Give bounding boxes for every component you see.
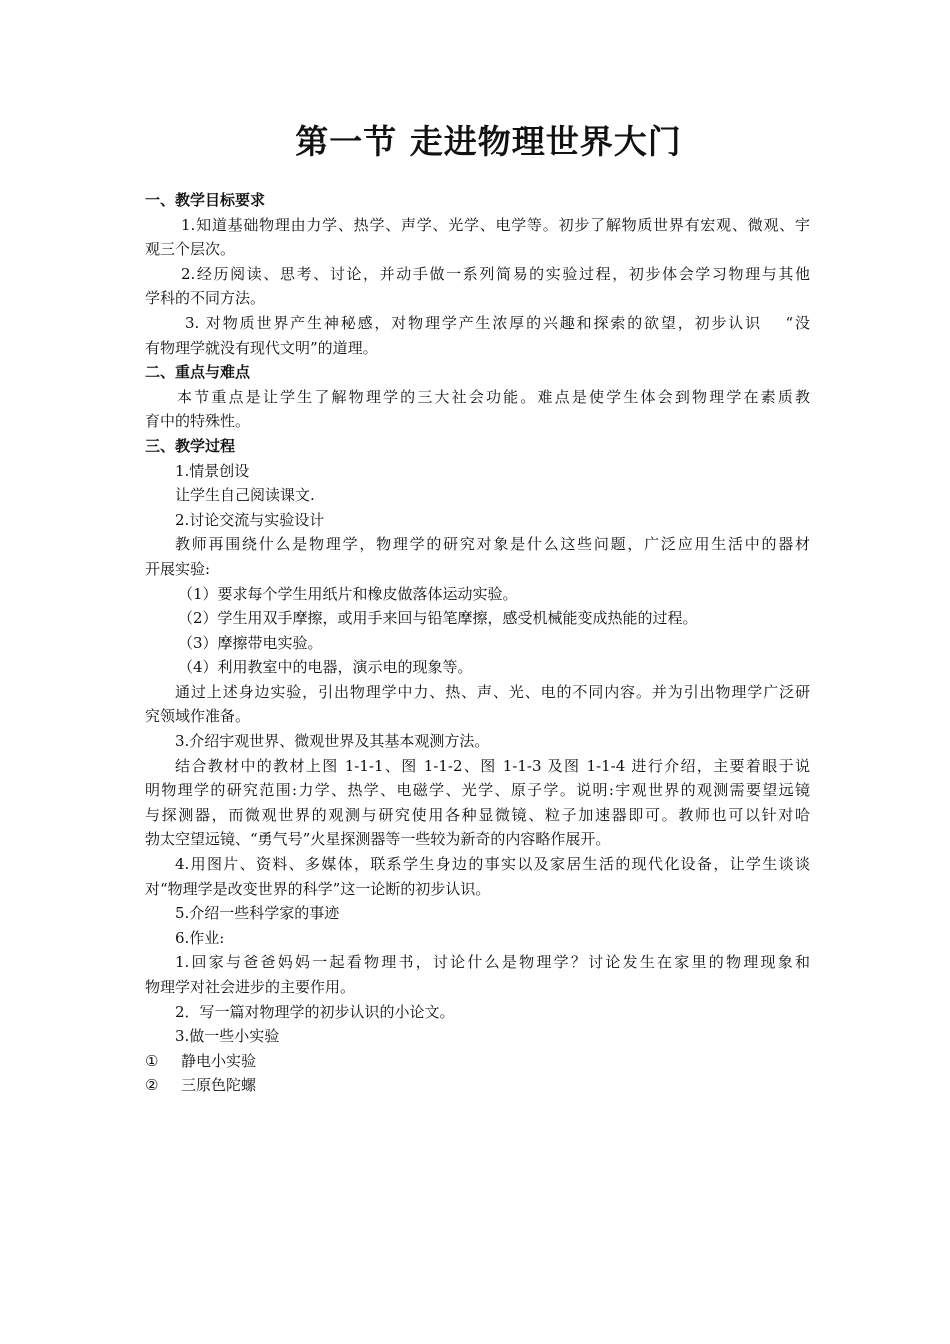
circled-number-marker: ① xyxy=(145,1051,159,1070)
document-page xyxy=(145,118,810,1098)
paragraph-line: 2.讨论交流与实验设计 xyxy=(175,510,325,529)
paragraph-line: 学科的不同方法。 xyxy=(145,289,266,308)
circled-list-item xyxy=(145,1073,810,1098)
page-title: 第一节 走进物理世界大门 xyxy=(295,122,682,161)
section-heading-process: 三、教学过程 xyxy=(145,436,236,455)
section-heading-objectives: 一、教学目标要求 xyxy=(145,191,266,209)
circled-list-item-text: 三原色陀螺 xyxy=(181,1076,257,1095)
list-item: （1）要求每个学生用纸片和橡皮做落体运动实验。 xyxy=(178,584,518,603)
paragraph-line: 6.作业: xyxy=(175,928,225,947)
paragraph-line: 本节重点是让学生了解物理学的三大社会功能。难点是使学生体会到物理学在素质教 xyxy=(177,387,810,406)
paragraph-line: 2．写一篇对物理学的初步认识的小论文。 xyxy=(175,1002,455,1021)
paragraph-line: 2.经历阅读、思考、讨论，并动手做一系列简易的实验过程，初步体会学习物理与其他 xyxy=(181,264,810,283)
paragraph-line: 有物理学就没有现代文明”的道理。 xyxy=(145,338,378,357)
paragraph-line: 3.介绍宇观世界、微观世界及其基本观测方法。 xyxy=(175,732,490,751)
paragraph-line: 开展实验: xyxy=(145,559,211,578)
list-item: （4）利用教室中的电器，演示电的现象等。 xyxy=(178,658,473,677)
paragraph-line: 究领域作准备。 xyxy=(145,707,251,726)
list-item: （3）摩擦带电实验。 xyxy=(178,633,323,652)
paragraph-line: 物理学对社会进步的主要作用。 xyxy=(145,978,356,996)
paragraph-line: 3. 对物质世界产生神秘感，对物理学产生浓厚的兴趣和探索的欲望，初步认识 “没 xyxy=(185,313,810,332)
paragraph-line: 1.情景创设 xyxy=(175,461,250,480)
paragraph-line: 对“物理学是改变世界的科学”这一论断的初步认识。 xyxy=(145,879,491,898)
paragraph-line: 1.回家与爸爸妈妈一起看物理书，讨论什么是物理学？讨论发生在家里的物理现象和 xyxy=(175,953,810,972)
paragraph-line: 教师再围绕什么是物理学，物理学的研究对象是什么这些问题，广泛应用生活中的器材 xyxy=(175,535,810,554)
paragraph-line: 4.用图片、资料、多媒体，联系学生身边的事实以及家居生活的现代化设备，让学生谈谈 xyxy=(175,855,810,874)
paragraph-line: 观三个层次。 xyxy=(145,240,236,259)
list-item: （2）学生用双手摩擦，或用手来回与铅笔摩擦，感受机械能变成热能的过程。 xyxy=(178,609,698,628)
circled-list-item xyxy=(145,1049,810,1074)
circled-number-marker: ② xyxy=(145,1076,159,1095)
paragraph-line: 勃太空望远镜、“勇气号”火星探测器等一些较为新奇的内容略作展开。 xyxy=(145,830,611,849)
paragraph-line: 与探测器，而微观世界的观测与研究使用各种显微镜、粒子加速器即可。教师也可以针对哈 xyxy=(145,805,810,824)
section-heading-key-points: 二、重点与难点 xyxy=(145,363,251,382)
paragraph-line: 结合教材中的教材上图 1-1-1、图 1-1-2、图 1-1-3 及图 1-1-4 进行介绍，主要着眼于说 xyxy=(175,756,810,775)
paragraph-line: 3.做一些小实验 xyxy=(175,1027,280,1046)
paragraph-line: 1.知道基础物理由力学、热学、声学、光学、电学等。初步了解物质世界有宏观、微观、宇 xyxy=(181,215,810,234)
paragraph-line: 育中的特殊性。 xyxy=(145,412,251,431)
circled-list-item-text: 静电小实验 xyxy=(181,1051,257,1070)
paragraph-line: 让学生自己阅读课文. xyxy=(175,486,315,505)
paragraph-line: 明物理学的研究范围:力学、热学、电磁学、光学、原子学。说明:宇观世界的观测需要望远镜 xyxy=(145,781,810,800)
paragraph-line: 通过上述身边实验，引出物理学中力、热、声、光、电的不同内容。并为引出物理学广泛研 xyxy=(175,682,810,701)
paragraph-line: 5.介绍一些科学家的事迹 xyxy=(175,904,340,923)
